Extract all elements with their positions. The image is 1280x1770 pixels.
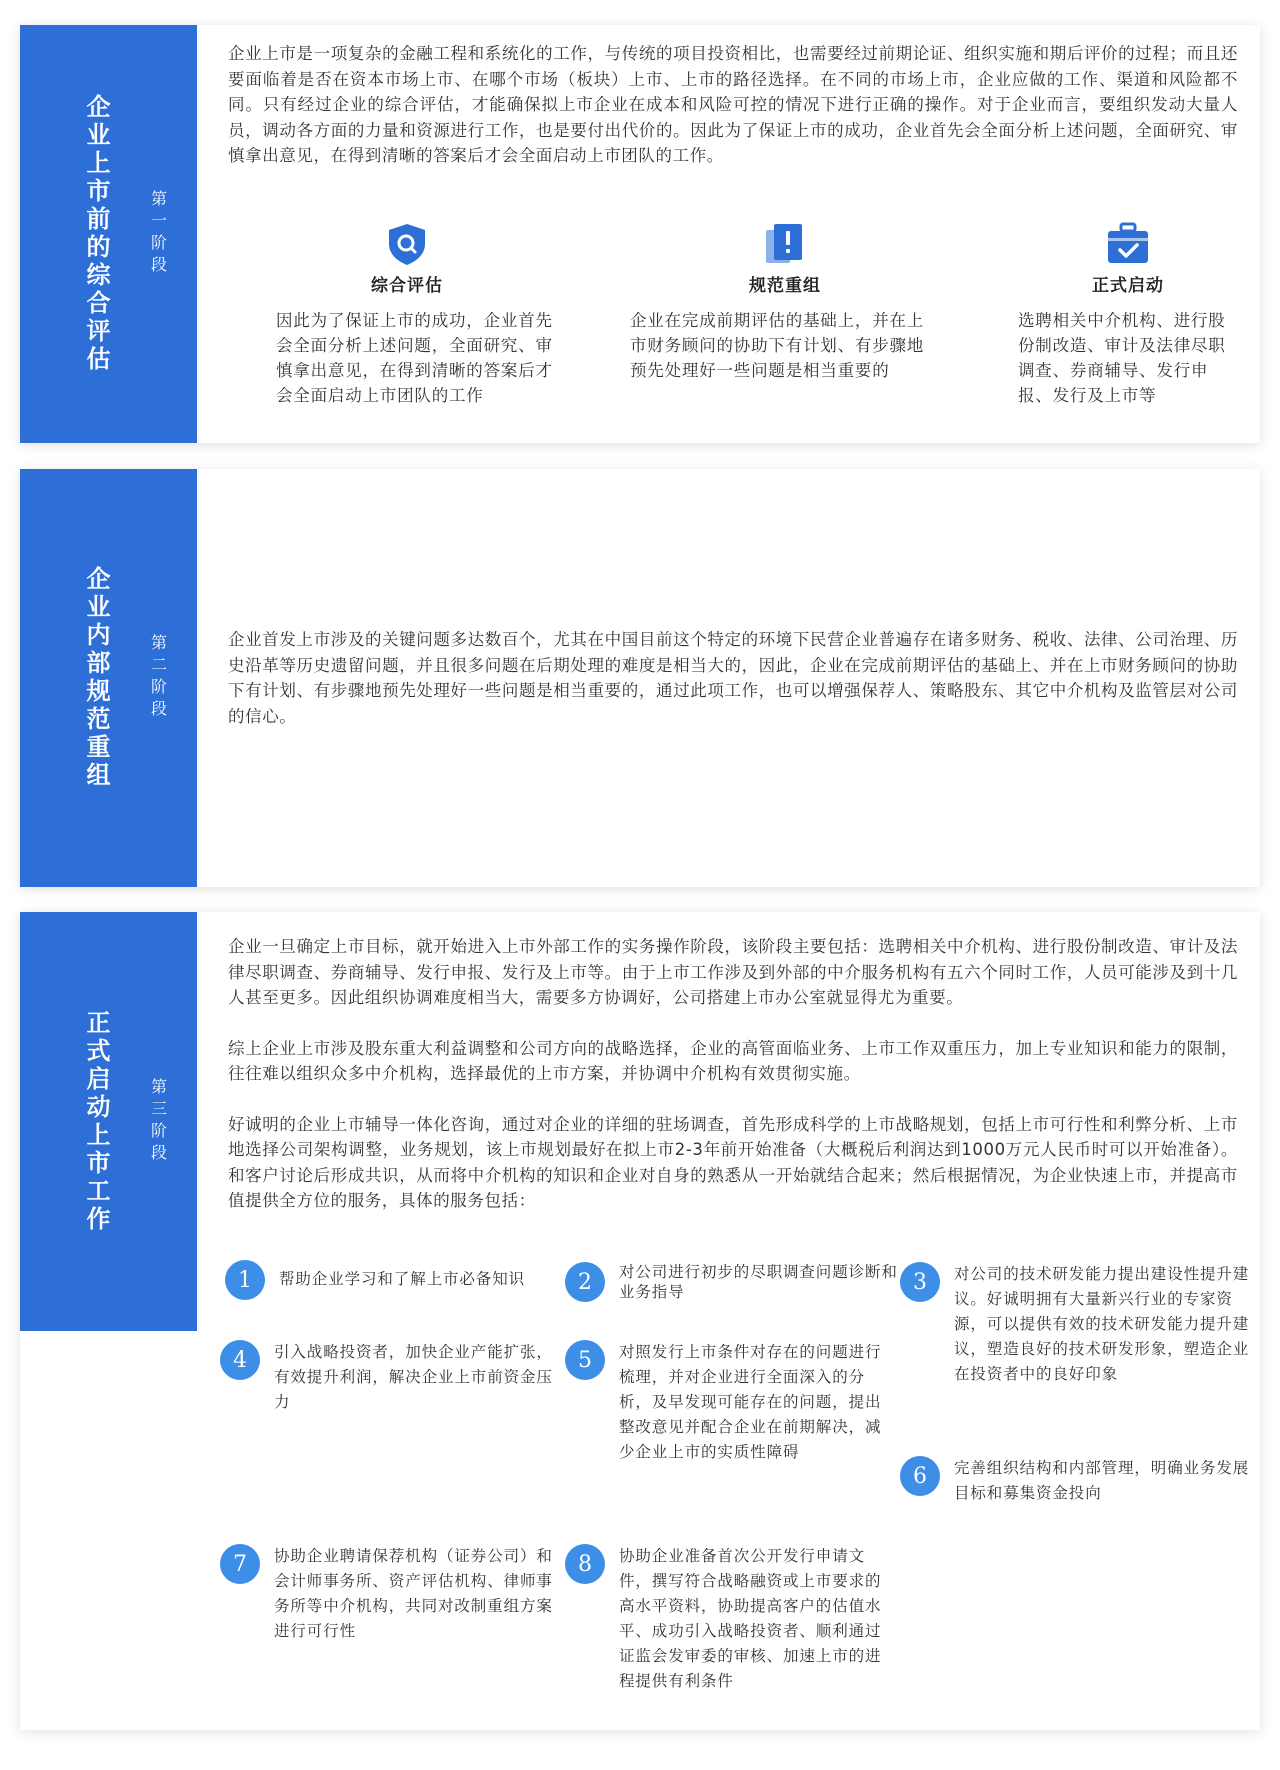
feature-evaluation-desc: 因此为了保证上市的成功，企业首先会全面分析上述问题，全面研究、审慎拿出意见，在得到清晰的答案后才会全面启动上市团队的工作 xyxy=(276,311,553,405)
service-text: 对照发行上市条件对存在的问题进行梳理，并对企业进行全面深入的分析，及早发现可能存在的问题，提出整改意见并配合企业在前期解决，减少企业上市的实质性障碍 xyxy=(619,1343,882,1461)
service-number: 3 xyxy=(900,1262,940,1302)
feature-launch-desc: 选聘相关中介机构、进行股份制改造、审计及法律尽职调查、券商辅导、发行申报、发行及上市等 xyxy=(1018,311,1226,405)
stage2-title: 企业内部规范重组 xyxy=(82,566,111,790)
stage2-stage-label: 第二阶段 xyxy=(148,634,168,722)
service-text: 完善组织结构和内部管理，明确业务发展目标和募集资金投向 xyxy=(954,1459,1250,1502)
feature-restructure-name: 规范重组 xyxy=(749,276,821,296)
stage1-sidebar xyxy=(20,25,197,443)
briefcase-check-icon xyxy=(1105,221,1151,267)
service-number: 6 xyxy=(900,1456,940,1496)
service-item xyxy=(220,1340,565,1415)
service-text: 协助企业聘请保荐机构（证券公司）和会计师事务所、资产评估机构、律师事务所等中介机构，共同对改制重组方案进行可行性 xyxy=(274,1547,553,1640)
service-text: 协助企业准备首次公开发行申请文件，撰写符合战略融资或上市要求的高水平资料，协助提高客户的估值水平、成功引入战略投资者、顺利通过证监会发审委的审核、加速上市的进程提供有利条件 xyxy=(619,1547,882,1690)
stage3-paragraph: 综上企业上市涉及股东重大利益调整和公司方向的战略选择，企业的高管面临业务、上市工作双重压力，加上专业知识和能力的限制，往往难以组织众多中介机构，选择最优的上市方案，并协调中介机构有效贯彻实施。 xyxy=(228,1038,1238,1083)
feature-restructure-desc: 企业在完成前期评估的基础上，并在上市财务顾问的协助下有计划、有步骤地预先处理好一些问题是相当重要的 xyxy=(630,311,925,380)
stage1-title: 企业上市前的综合评估 xyxy=(82,94,111,374)
feature-launch xyxy=(1018,221,1238,408)
stage3-paragraph: 企业一旦确定上市目标，就开始进入上市外部工作的实务操作阶段，该阶段主要包括：选聘相关中介机构、进行股份制改造、审计及法律尽职调查、券商辅导、发行申报、发行及上市等。由于上市工作涉及到外部的中介服务机构有五六个同时工作，人员可能涉及到十几人甚至更多。因此组织协调难度相当大，需要多方协调好，公司搭建上市办公室就显得尤为重要。 xyxy=(228,937,1238,1007)
stage2-card xyxy=(20,469,1260,887)
service-item xyxy=(220,1544,565,1644)
service-item xyxy=(900,1456,1255,1506)
service-number: 8 xyxy=(565,1544,605,1584)
service-number: 2 xyxy=(565,1262,605,1302)
stage2-sidebar xyxy=(20,469,197,887)
service-text: 对公司的技术研发能力提出建设性提升建议。好诚明拥有大量新兴行业的专家资源，可以提供有效的技术研发能力提升建议，塑造良好的技术研发形象，塑造企业在投资者中的良好印象 xyxy=(954,1265,1250,1383)
service-item xyxy=(565,1544,890,1694)
service-item xyxy=(565,1262,900,1302)
service-item xyxy=(225,1260,565,1300)
feature-evaluation-name: 综合评估 xyxy=(371,276,443,296)
stage3-title: 正式启动上市工作 xyxy=(82,1009,111,1234)
service-item xyxy=(565,1340,890,1465)
feature-restructure xyxy=(620,221,950,383)
stage3-stage-label: 第三阶段 xyxy=(148,1077,168,1166)
stage1-stage-label: 第一阶段 xyxy=(148,190,168,278)
service-text: 对公司进行初步的尽职调查问题诊断和业务指导 xyxy=(619,1263,898,1301)
stage2-body: 企业首发上市涉及的关键问题多达数百个，尤其在中国目前这个特定的环境下民营企业普遍存在诸多财务、税收、法律、公司治理、历史沿革等历史遗留问题，并且很多问题在后期处理的难度是相当大的，因此，企业在完成前期评估的基础上、并在上市财务顾问的协助下有计划、有步骤地预先处理好一些问题是相当重要的，通过此项工作，也可以增强保荐人、策略股东、其它中介机构及监管层对公司的信心。 xyxy=(228,630,1238,726)
stage1-intro: 企业上市是一项复杂的金融工程和系统化的工作，与传统的项目投资相比，也需要经过前期论证、组织实施和期后评价的过程；而且还要面临着是否在资本市场上市、在哪个市场（板块）上市、上市的路径选择。在不同的市场上市，企业应做的工作、渠道和风险都不同。只有经过企业的综合评估，才能确保拟上市企业在成本和风险可控的情况下进行正确的操作。对于企业而言，要组织发动大量人员，调动各方面的力量和资源进行工作，也是要付出代价的。因此为了保证上市的成功，企业首先会全面分析上述问题，全面研究、审慎拿出意见，在得到清晰的答案后才会全面启动上市团队的工作。 xyxy=(228,44,1238,165)
service-number: 1 xyxy=(225,1260,265,1300)
stage3-card xyxy=(20,912,1260,1730)
service-number: 7 xyxy=(220,1544,260,1584)
stage3-paragraphs xyxy=(228,934,1238,1239)
service-item xyxy=(900,1262,1255,1387)
document-alert-icon xyxy=(762,221,808,267)
service-text: 引入战略投资者，加快企业产能扩张，有效提升利润，解决企业上市前资金压力 xyxy=(274,1343,553,1411)
stage3-paragraph: 好诚明的企业上市辅导一体化咨询，通过对企业的详细的驻场调查，首先形成科学的上市战略规划，包括上市可行性和利弊分析、上市地选择公司架构调整，业务规划，该上市规划最好在拟上市2-3年前开始准备（大概税后利润达到1000万元人民币时可以开始准备）。和客户讨论后形成共识，从而将中介机构的知识和企业对自身的熟悉从一开始就结合起来；然后根据情况，为企业快速上市，并提高市值提供全方位的服务，具体的服务包括： xyxy=(228,1114,1238,1210)
service-number: 5 xyxy=(565,1340,605,1380)
feature-evaluation xyxy=(246,221,568,408)
shield-search-icon xyxy=(384,221,430,267)
service-number: 4 xyxy=(220,1340,260,1380)
stage3-sidebar xyxy=(20,912,197,1331)
stage1-card xyxy=(20,25,1260,443)
feature-launch-name: 正式启动 xyxy=(1092,276,1164,296)
service-text: 帮助企业学习和了解上市必备知识 xyxy=(279,1270,526,1288)
